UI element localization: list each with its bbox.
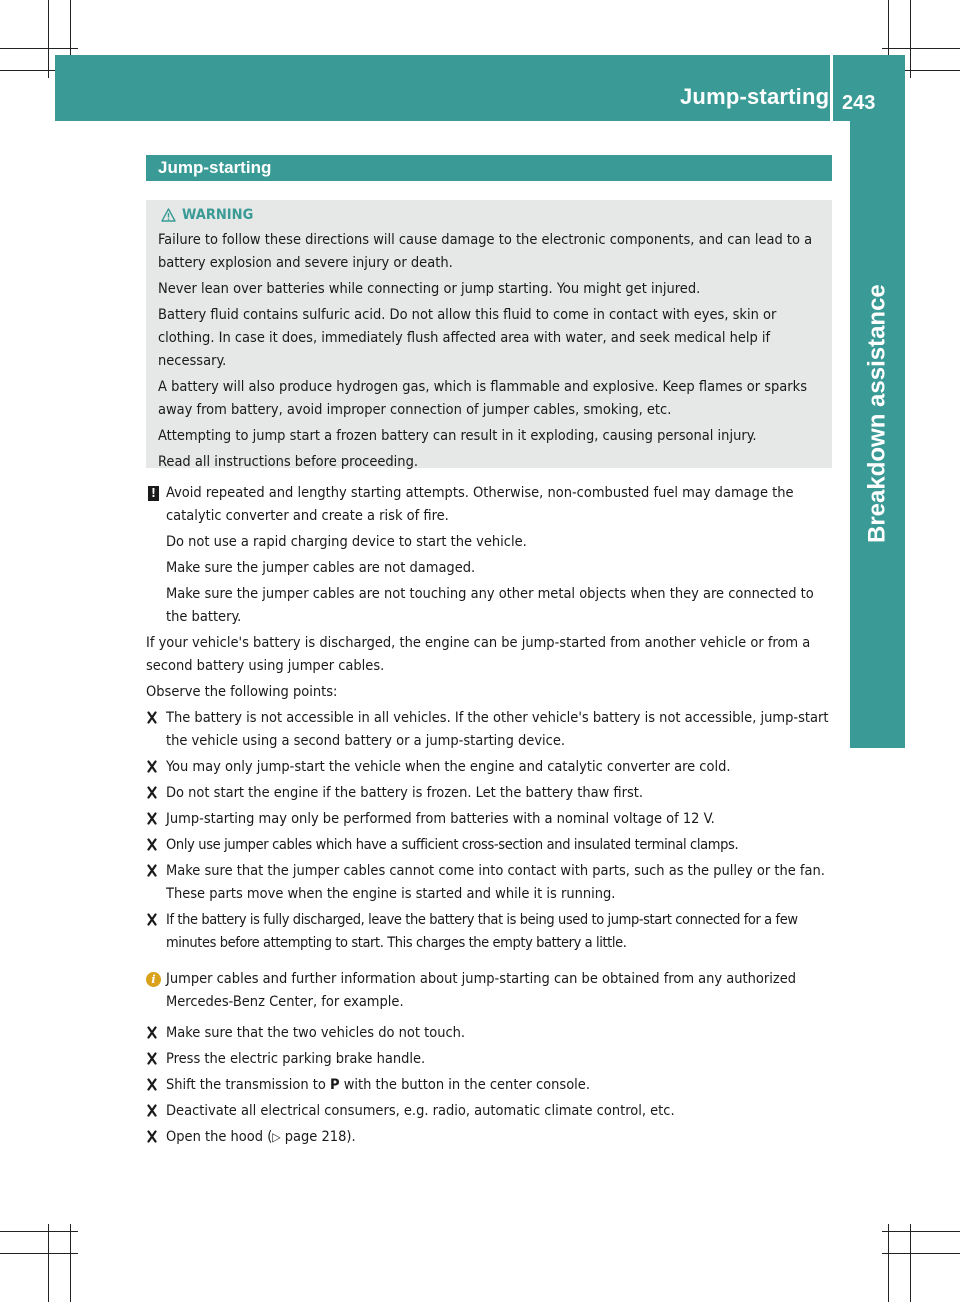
page-ref-icon: ▷	[272, 1130, 281, 1144]
main-content	[146, 482, 836, 1152]
crop-mark	[0, 48, 78, 49]
step-arrow-icon	[147, 812, 157, 825]
step-text: Press the electric parking brake handle.	[166, 1051, 426, 1067]
crop-mark	[910, 1224, 911, 1302]
intro-paragraph: If your vehicle's battery is discharged, the engine can be jump-started from another vehicle or from a second battery using jumper cables.	[146, 635, 811, 674]
header-divider	[830, 55, 833, 121]
caution-icon: !	[148, 486, 159, 501]
warning-paragraph: Battery fluid contains sulfuric acid. Do not allow this fluid to come in contact with eyes, skin or clothing. In case it does, immediately flush affected area with water, and seek medical help if necessary.	[158, 307, 777, 369]
step-text: with the button in the center console.	[339, 1077, 590, 1093]
step-text: Open the hood (	[166, 1129, 273, 1145]
caution-paragraph: Do not use a rapid charging device to start the vehicle.	[166, 534, 527, 550]
warning-paragraph: Read all instructions before proceeding.	[158, 454, 419, 470]
step-arrow-icon	[147, 913, 157, 926]
step-text: Make sure that the two vehicles do not touch.	[166, 1025, 466, 1041]
step-text: Do not start the engine if the battery is frozen. Let the battery thaw first.	[166, 785, 644, 801]
caution-paragraph: Make sure the jumper cables are not damaged.	[166, 560, 476, 576]
crop-mark	[882, 1231, 960, 1232]
crop-mark	[48, 1224, 49, 1302]
step-text: Shift the transmission to	[166, 1077, 331, 1093]
warning-heading	[158, 205, 826, 225]
crop-mark	[70, 1224, 71, 1302]
step-text: Only use jumper cables which have a sufficient cross-section and insulated terminal clamps.	[166, 837, 739, 853]
crop-mark	[882, 48, 960, 49]
caution-paragraph: Avoid repeated and lengthy starting attempts. Otherwise, non-combusted fuel may damage the catalytic converter and create a risk of fire.	[166, 485, 794, 524]
warning-triangle-icon	[161, 208, 176, 222]
warning-box	[146, 200, 832, 468]
instruction-step	[146, 808, 836, 831]
instruction-step	[146, 1074, 836, 1097]
caution-paragraph: Make sure the jumper cables are not touching any other metal objects when they are connected to the battery.	[166, 586, 814, 625]
instruction-step	[146, 782, 836, 805]
instruction-step	[146, 1100, 836, 1123]
step-text: If the battery is fully discharged, leave the battery that is being used to jump-start connected for a few minutes before attempting to start. This charges the empty battery a little.	[166, 912, 798, 951]
step-arrow-icon	[147, 1026, 157, 1039]
page-number: 243	[842, 92, 876, 114]
step-arrow-icon	[147, 1078, 157, 1091]
info-icon: i	[146, 972, 161, 987]
step-arrow-icon	[147, 711, 157, 724]
step-arrow-icon	[147, 760, 157, 773]
warning-paragraph: Never lean over batteries while connecting or jump starting. You might get injured.	[158, 281, 701, 297]
step-text: Deactivate all electrical consumers, e.g. radio, automatic climate control, etc.	[166, 1103, 675, 1119]
instruction-step	[146, 909, 836, 955]
step-arrow-icon	[147, 1130, 157, 1143]
running-header-title: Jump-starting	[680, 84, 830, 109]
info-text: Jumper cables and further information about jump-starting can be obtained from any authorized Mercedes-Benz Center, for example.	[166, 971, 797, 1010]
instruction-step	[146, 1048, 836, 1071]
crop-mark	[0, 1253, 78, 1254]
crop-mark	[0, 1231, 78, 1232]
gear-position-label: P	[330, 1077, 340, 1093]
instruction-step	[146, 756, 836, 779]
step-text: Jump-starting may only be performed from batteries with a nominal voltage of 12 V.	[166, 811, 715, 827]
step-arrow-icon	[147, 1104, 157, 1117]
crop-mark	[910, 0, 911, 78]
instruction-step	[146, 860, 836, 906]
step-arrow-icon	[147, 864, 157, 877]
crop-mark	[888, 1224, 889, 1302]
section-title: Jump-starting	[146, 155, 832, 181]
warning-paragraph: A battery will also produce hydrogen gas, which is flammable and explosive. Keep flames or sparks away from battery, avoid improper connection of jumper cables, smoking, etc.	[158, 379, 808, 418]
crop-mark	[48, 0, 49, 78]
info-note	[146, 968, 836, 1014]
warning-paragraph: Attempting to jump start a frozen battery can result in it exploding, causing personal injury.	[158, 428, 757, 444]
step-arrow-icon	[147, 1052, 157, 1065]
instruction-step	[146, 1126, 836, 1149]
crop-mark	[882, 1253, 960, 1254]
step-arrow-icon	[147, 786, 157, 799]
step-text: You may only jump-start the vehicle when the engine and catalytic converter are cold.	[166, 759, 731, 775]
warning-label: WARNING	[182, 207, 254, 223]
side-tab-marker	[850, 706, 905, 748]
instruction-step	[146, 707, 836, 753]
side-tab-label: Breakdown assistance	[863, 284, 891, 543]
step-text: The battery is not accessible in all vehicles. If the other vehicle's battery is not accessible, jump-start the vehicle using a second battery or a jump-starting device.	[166, 710, 829, 749]
observe-paragraph: Observe the following points:	[146, 684, 338, 700]
step-arrow-icon	[147, 838, 157, 851]
step-text: Make sure that the jumper cables cannot come into contact with parts, such as the pulley or the fan. These parts move when the engine is started and while it is running.	[166, 863, 825, 902]
instruction-step	[146, 1022, 836, 1045]
warning-paragraph: Failure to follow these directions will cause damage to the electronic components, and can lead to a battery explosion and severe injury or death.	[158, 232, 813, 271]
page-reference-link[interactable]: page 218).	[280, 1129, 356, 1145]
caution-note	[146, 482, 836, 629]
instruction-step	[146, 834, 836, 857]
